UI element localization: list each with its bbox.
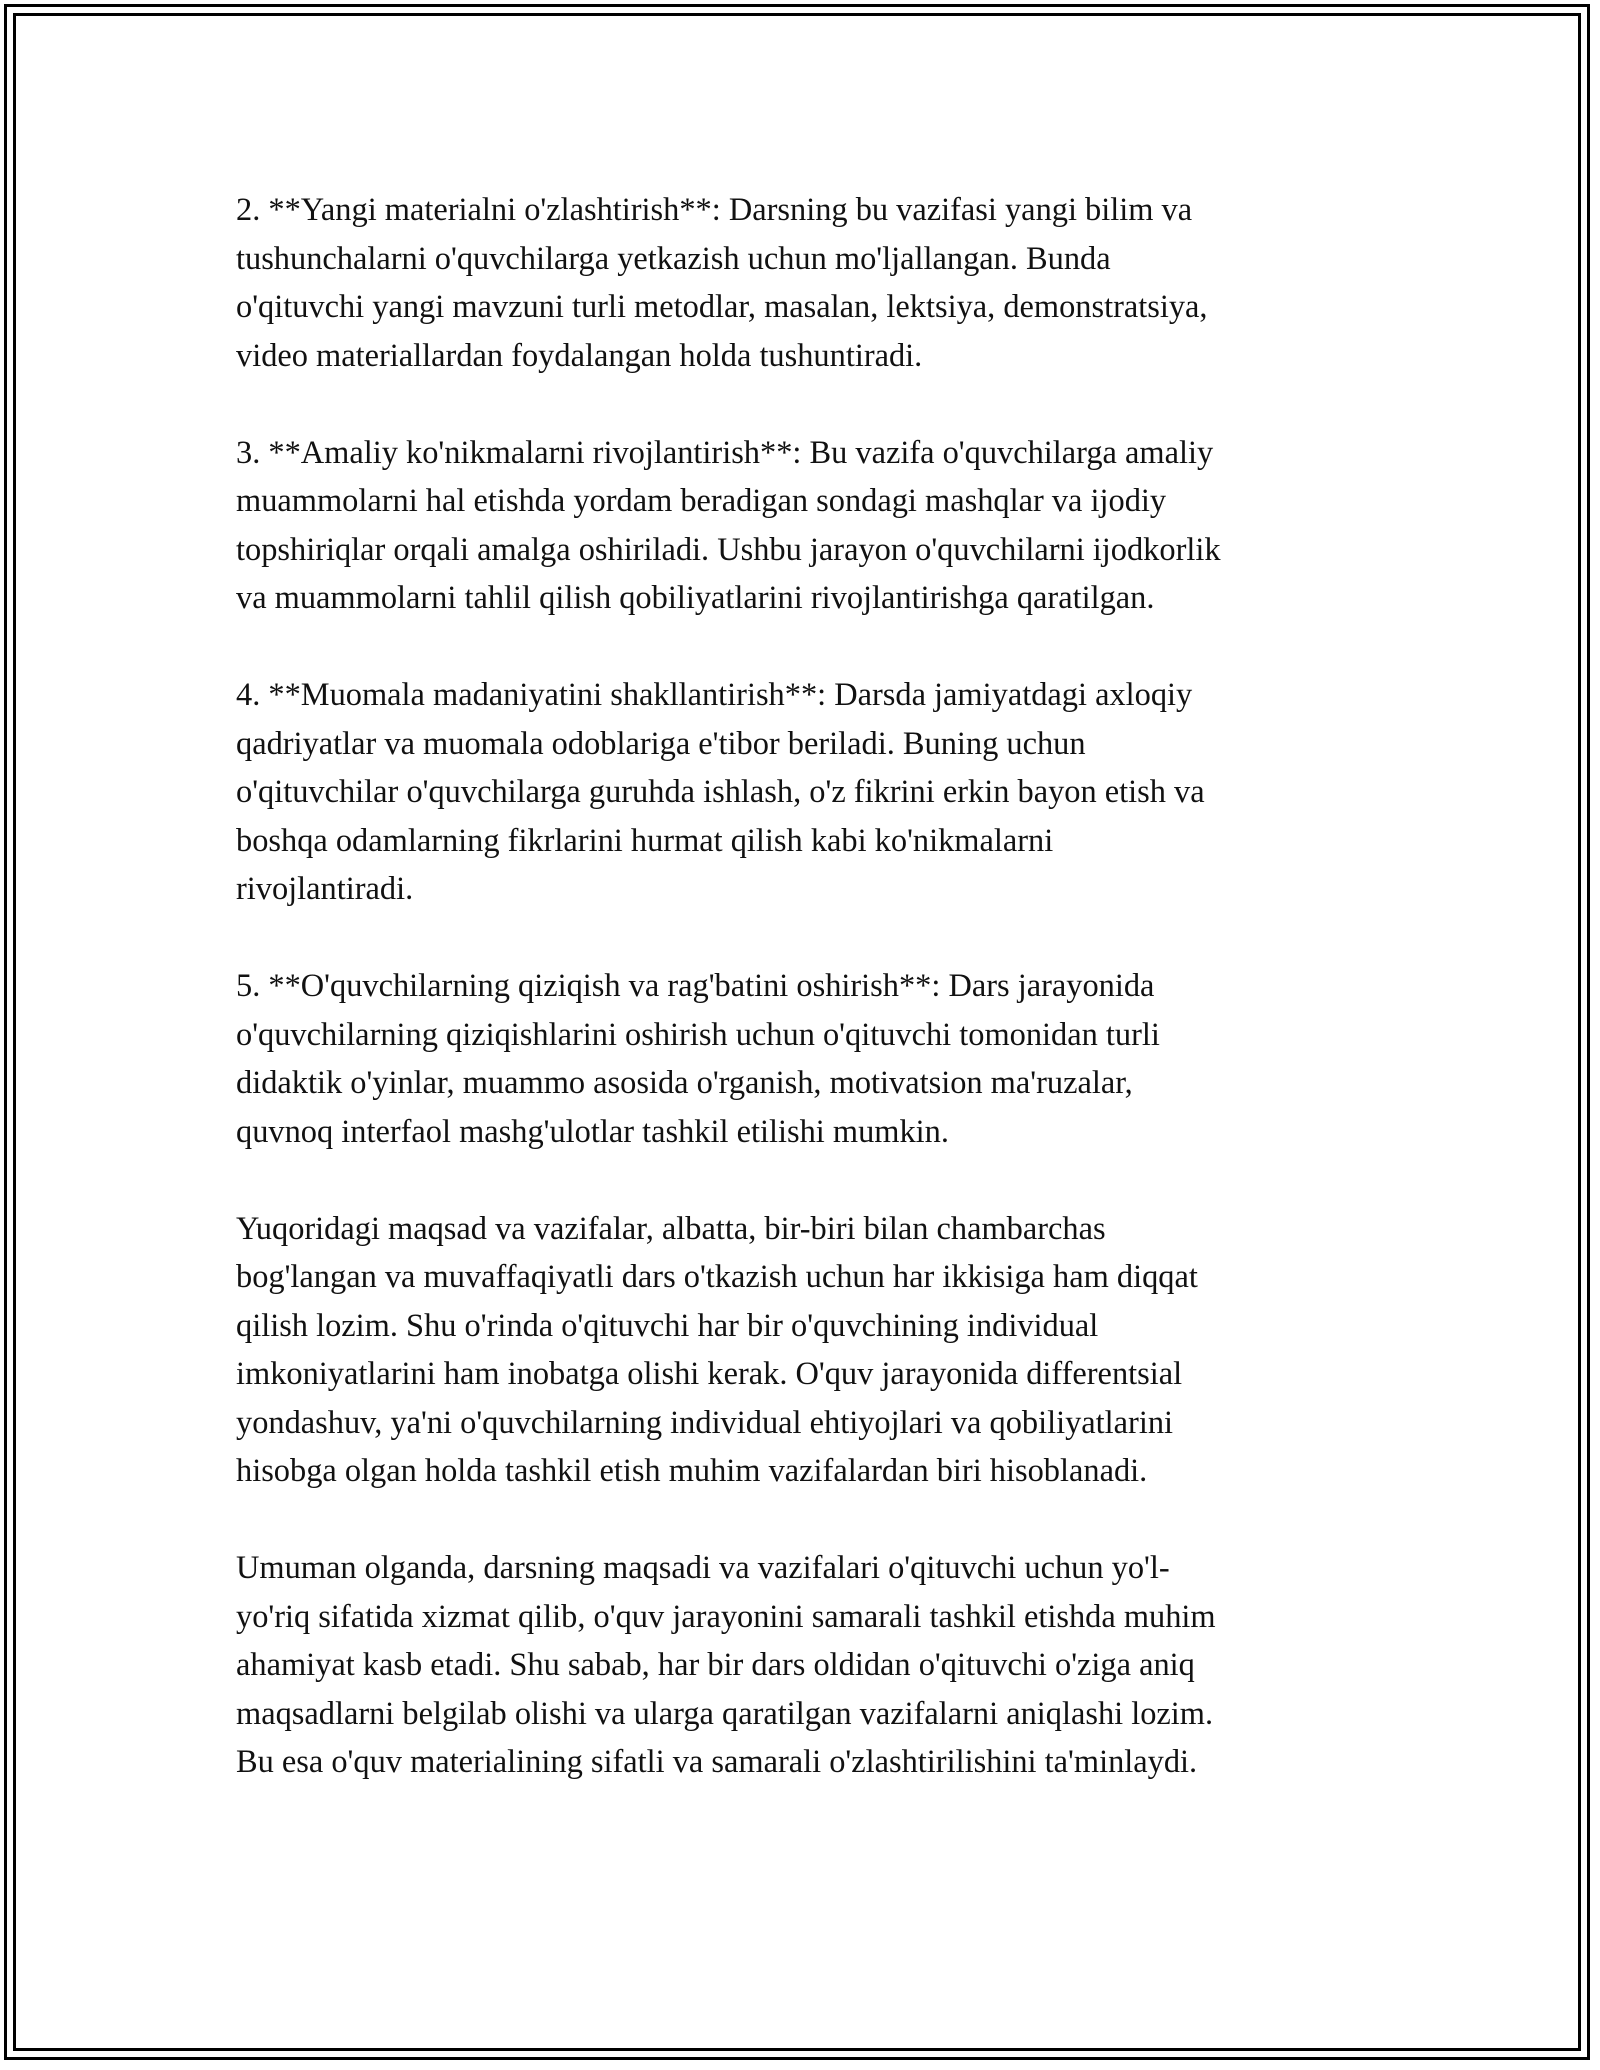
paragraph-item-3: 3. **Amaliy ko'nikmalarni rivojlantirish**: Bu vazifa o'quvchilarga amaliy muammolarni hal etishda yordam beradigan sondagi mashqlar va ijodiy topshiriqlar orqali amalga oshiriladi. Ushbu jarayon o'quvchilarni ijodkorlik va muammolarni tahlil qilish qobiliyatlarini rivojlantirishga qaratilgan. (236, 434, 1221, 616)
paragraph-item-2: 2. **Yangi materialni o'zlashtirish**: Darsning bu vazifasi yangi bilim va tushunchalarni o'quvchilarga yetkazish uchun mo'ljallangan. Bunda o'qituvchi yangi mavzuni turli metodlar, masalan, lektsiya, demonstratsiya, video materiallardan foydalangan holda tushuntiradi. (236, 192, 1208, 374)
paragraph-summary: Yuqoridagi maqsad va vazifalar, albatta, bir-biri bilan chambarchas bog'langan va muvaffaqiyatli dars o'tkazish uchun har ikkisiga ham diqqat qilish lozim. Shu o'rinda o'qituvchi har bir o'quvchining individual imkoniyatlarini ham inobatga olishi kerak. O'quv jarayonida differentsial yondashuv, ya'ni o'quvchilarning individual ehtiyojlari va qobiliyatlarini hisobga olgan holda tashkil etish muhim vazifalardan biri hisoblanadi. (236, 1210, 1198, 1489)
paragraph-item-4: 4. **Muomala madaniyatini shakllantirish**: Darsda jamiyatdagi axloqiy qadriyatlar va muomala odoblariga e'tibor beriladi. Buning uchun o'qituvchilar o'quvchilarga guruhda ishlash, o'z fikrini erkin bayon etish va boshqa odamlarning fikrlarini hurmat qilish kabi ko'nikmalarni rivojlantiradi. (236, 677, 1205, 907)
document-body (236, 186, 1366, 1787)
paragraph-conclusion: Umuman olganda, darsning maqsadi va vazifalari o'qituvchi uchun yo'l- yo'riq sifatida xizmat qilib, o'quv jarayonini samarali tashkil etishda muhim ahamiyat kasb etadi. Shu sabab, har bir dars oldidan o'qituvchi o'ziga aniq maqsadlarni belgilab olishi va ularga qaratilgan vazifalarni aniqlashi lozim. Bu esa o'quv materialining sifatli va samarali o'zlashtirilishini ta'minlaydi. (236, 1550, 1216, 1780)
paragraph-item-5: 5. **O'quvchilarning qiziqish va rag'batini oshirish**: Dars jarayonida o'quvchilarning qiziqishlarini oshirish uchun o'qituvchi tomonidan turli didaktik o'yinlar, muammo asosida o'rganish, motivatsion ma'ruzalar, quvnoq interfaol mashg'ulotlar tashkil etilishi mumkin. (236, 968, 1160, 1150)
